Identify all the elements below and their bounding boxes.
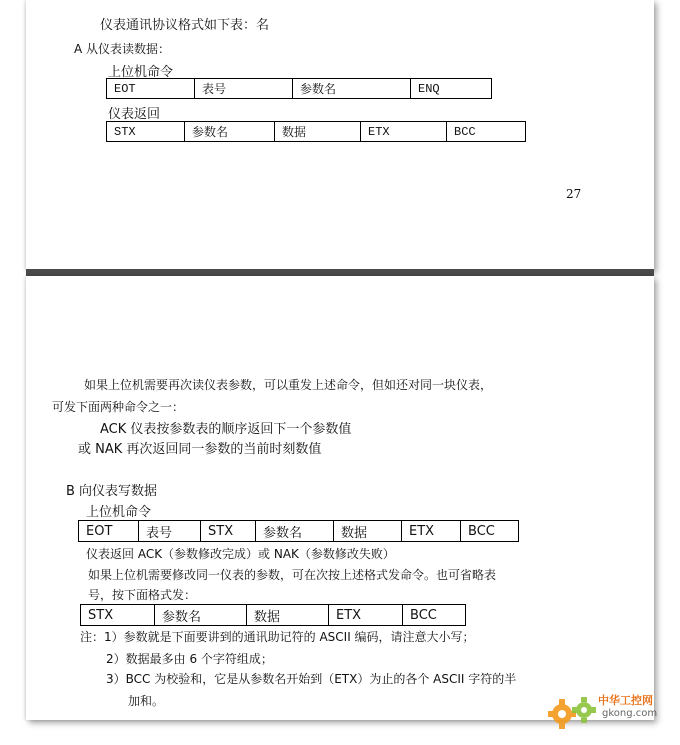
repeat-line1: 如果上位机需要修改同一仪表的参数，可在次按上述格式发命令。也可省略表	[88, 568, 497, 582]
frame-cell: STX	[107, 122, 185, 142]
frame-cell: ETX	[361, 122, 447, 142]
frame-cell: 参数名	[256, 521, 334, 542]
page-divider	[26, 269, 654, 276]
frame-cell: ETX	[329, 605, 403, 626]
frame-cell: 参数名	[155, 605, 247, 626]
note-1: 注：1）参数就是下面要讲到的通讯助记符的 ASCII 编码，请注意大小写；	[80, 630, 475, 644]
nak-line: 或 NAK 再次返回同一参数的当前时刻数值	[78, 442, 322, 457]
para1-line1: 如果上位机需要再次读仪表参数，可以重发上述命令，但如还对同一块仪表，	[84, 378, 493, 392]
gkong-watermark	[548, 690, 668, 738]
note-2: 2）数据最多由 6 个字符组成；	[106, 652, 273, 666]
frame-cell: 参数名	[293, 79, 411, 99]
frame-cell: 数据	[247, 605, 329, 626]
page-number: 27	[566, 187, 582, 201]
write-command-frame-table	[78, 520, 519, 542]
host-command-label: 上位机命令	[108, 65, 174, 80]
frame-cell: ENQ	[411, 79, 492, 99]
frame-cell: STX	[201, 521, 256, 542]
host-command-frame-table	[106, 78, 492, 99]
frame-cell: EOT	[79, 521, 139, 542]
frame-cell: STX	[81, 605, 155, 626]
frame-cell: 参数名	[185, 122, 275, 142]
frame-cell: 表号	[195, 79, 293, 99]
watermark-url: gkong.com	[602, 708, 658, 719]
frame-cell: ETX	[402, 521, 461, 542]
frame-cell: BCC	[461, 521, 519, 542]
repeat-line2: 号，按下面格式发：	[88, 588, 197, 602]
top-line-text: 仪表通讯协议格式如下表：名	[100, 18, 270, 33]
frame-cell: EOT	[107, 79, 195, 99]
frame-cell: 数据	[275, 122, 361, 142]
note-3-line1: 3）BCC 为校验和，它是从参数名开始到（ETX）为止的各个 ASCII 字符的半	[106, 672, 517, 686]
section-a-heading: A 从仪表读数据：	[74, 42, 171, 56]
meter-return-frame-table	[106, 121, 526, 142]
frame-cell: 数据	[334, 521, 402, 542]
watermark-brand: 中华工控网	[598, 694, 653, 707]
note-3-line2: 加和。	[128, 694, 165, 708]
frame-cell: BCC	[403, 605, 466, 626]
frame-cell: 表号	[139, 521, 201, 542]
ack-line: ACK 仪表按参数表的顺序返回下一个参数值	[100, 422, 352, 437]
short-command-frame-table	[80, 604, 466, 626]
frame-cell: BCC	[447, 122, 526, 142]
host-command-label-b: 上位机命令	[86, 505, 152, 520]
section-b-heading: B 向仪表写数据	[66, 484, 158, 499]
meter-return-label: 仪表返回	[108, 107, 161, 122]
write-return-line: 仪表返回 ACK（参数修改完成）或 NAK（参数修改失败）	[86, 547, 395, 561]
para1-line2: 可发下面两种命令之一：	[52, 400, 185, 414]
